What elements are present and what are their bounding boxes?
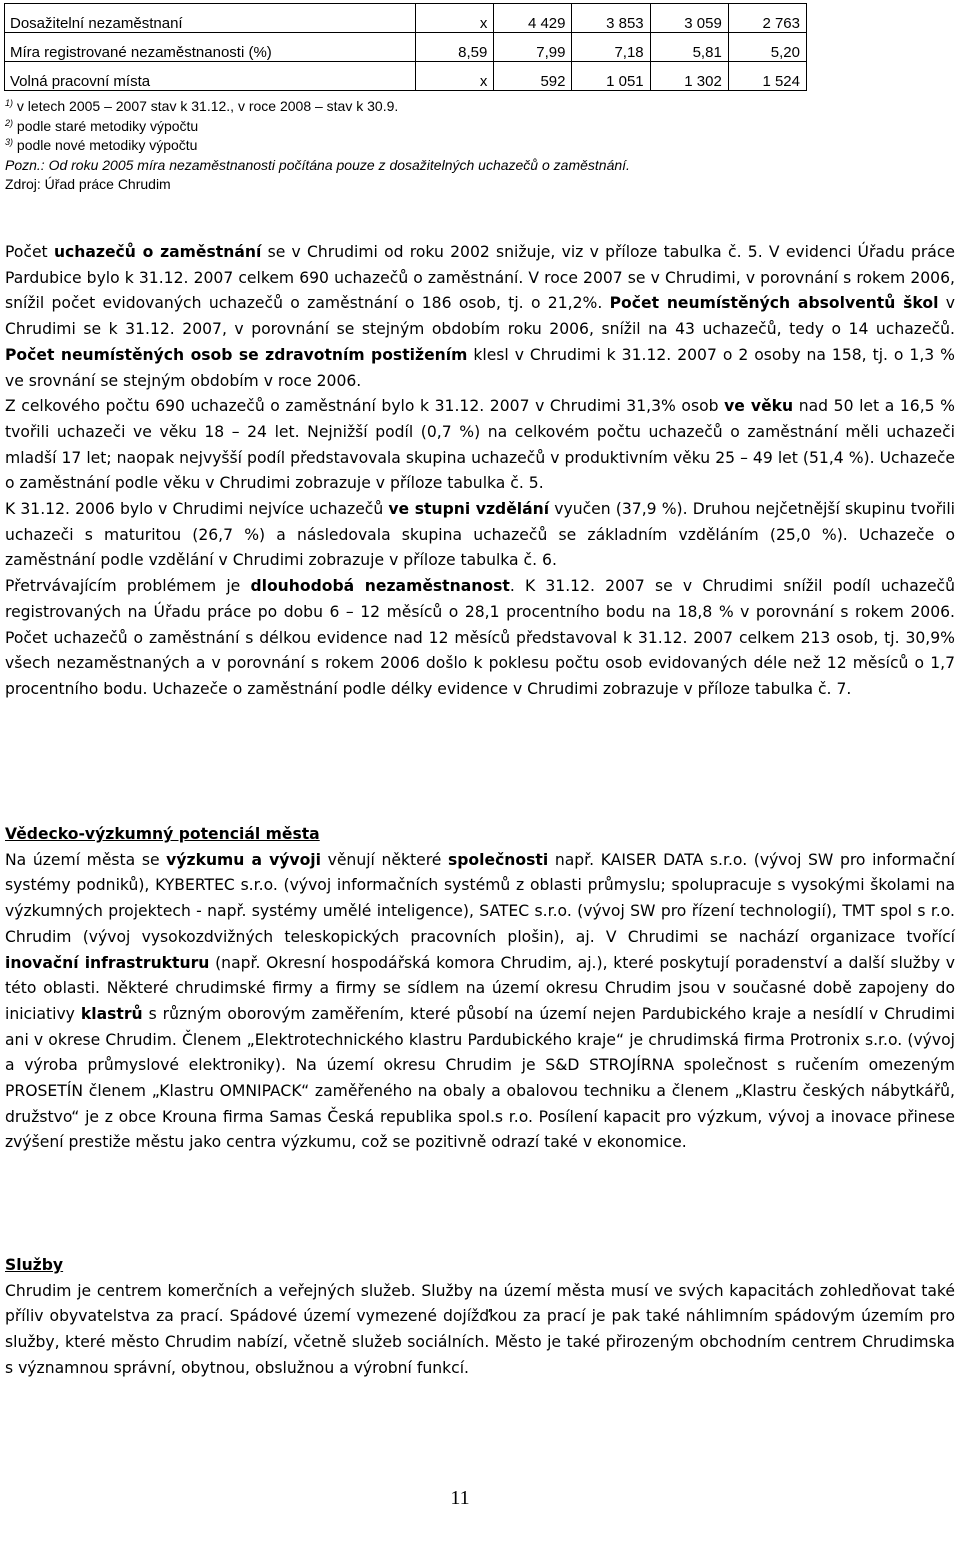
note-pozn: Pozn.: Od roku 2005 míra nezaměstnanosti počítána pouze z dosažitelných uchazečů o zaměstnání. [5, 156, 630, 173]
row-label: Volná pracovní místa [5, 62, 416, 91]
page-number: 11 [450, 1487, 470, 1509]
unemployment-table [4, 3, 807, 91]
table-row [5, 33, 807, 62]
table-cell: 1 302 [650, 62, 728, 91]
table-cell: 5,20 [728, 33, 806, 62]
table-cell: x [416, 4, 494, 33]
footnote-2: $^{2)}$ podle staré metodiky výpočtu [5, 117, 199, 134]
section-heading-services: Služby [5, 1256, 64, 1274]
footnote-1: $^{1)}$ v letech 2005 – 2007 stav k 31.12., v roce 2008 – stav k 30.9. [5, 98, 399, 114]
table-cell: 2 763 [728, 4, 806, 33]
paragraph-research: Na území města se výzkumu a vývoji věnují některé společnosti např. KAISER DATA s.r.o. (vývoj SW pro informační systémy podniků), KYBERTEC s.r.o. (vývoj informačních systémů z oblasti průmyslu; spolupracuje s vysokými školami na výzkumných projektech - např. systémy umělé inteligence), SATEC s.r.o. (vývoj SW pro řízení technologií), TMT spol s r.o. Chrudim (vývoj vysokozdvižných teleskopických pracovních plošin), aj. V Chrudimi se nachází organizace tvořící inovační infrastrukturu (např. Okresní hospodářská komora Chrudim, aj.), které poskytují poradenství a další služby v této oblasti. Některé chrudimské firmy a firmy se sídlem na území okresu Chrudim jsou v současné době zapojeny do iniciativy klastrů s různým oborovým zaměřením, které působí na území nejen Pardubického kraje a nesídlí v Chrudimi ani v okrese Chrudim. Členem „Elektrotechnického klastru Pardubického kraje“ je chrudimská firma Protronix s.r.o. (vývoj a výroba průmyslové elektroniky). Na území okresu Chrudim je S&D STROJÍRNA společnost s ručením omezeným PROSETÍN členem „Klastru OMNIPACK“ zaměřeného na obaly a obalovou techniku a členem „Klastru českých nábytkářů, družstvo“ je z obce Krouna firma Samas Česká republika spol.s r.o. Posílení kapacit pro výzkum, vývoj a inovace přinese zvýšení prestiže městu jako centra výzkumu, což se pozitivně odrazí také v ekonomice. [5, 850, 956, 1152]
table-cell: 7,99 [494, 33, 572, 62]
row-label: Míra registrované nezaměstnanosti (%) [5, 33, 416, 62]
table-cell: 5,81 [650, 33, 728, 62]
table-cell: x [416, 62, 494, 91]
body-text [5, 240, 955, 703]
table-cell: 3 853 [572, 4, 650, 33]
paragraph-services: Chrudim je centrem komerčních a veřejných služeb. Služby na území města musí ve svých kapacitách zohledňovat také příliv obyvatelstva za prací. Spádové území vymezené dojížďkou za prací je pak také náhlimním spádovým územím pro služby, které město Chrudim nabízí, včetně služeb sociálních. Město je také přirozeným obchodním centrem Chrudimska s významnou správní, obytnou, obslužnou a výrobní funkcí. [5, 1281, 955, 1377]
table-cell: 3 059 [650, 4, 728, 33]
paragraph-education: K 31.12. 2006 bylo v Chrudimi nejvíce uchazečů ve stupni vzdělání vyučen (37,9 %). Druhou nejčetnější skupinu tvořili uchazeči s maturitou (26,7 %) a následovala skupina uchazečů se základním vzděláním (25,0 %). Uchazeče o zaměstnání podle vzdělání v Chrudimi zobrazuje v příloze tabulka č. 6. [5, 500, 955, 570]
paragraph-applicants: Počet uchazečů o zaměstnání se v Chrudimi od roku 2002 snižuje, viz v příloze tabulka č. 5. V evidenci Úřadu práce Pardubice bylo k 31.12. 2007 celkem 690 uchazečů o zaměstnání. V roce 2007 se v Chrudimi, v porovnání s rokem 2006, snížil počet evidovaných uchazečů o zaměstnání o 186 osob, tj. o 21,2%. Počet neumístěných absolventů škol v Chrudimi se k 31.12. 2007, v porovnání se stejným obdobím roku 2006, snížil na 43 uchazečů, tedy o 14 uchazečů. Počet neumístěných osob se zdravotním postižením klesl v Chrudimi k 31.12. 2007 o 2 osoby na 158, tj. o 1,3 % ve srovnání se stejným obdobím v roce 2006. [5, 243, 956, 390]
paragraph-age: Z celkového počtu 690 uchazečů o zaměstnání bylo k 31.12. 2007 v Chrudimi 31,3% osob ve věku nad 50 let a 16,5 % tvořili uchazeči ve věku 18 – 24 let. Nejnižší podíl (0,7 %) na celkovém počtu uchazečů o zaměstnání měli uchazeči mladší 17 let; naopak nejvyšší podíl představovala skupina uchazečů v produktivním věku 25 – 49 let (51,4 %). Uchazeče o zaměstnání podle věku v Chrudimi zobrazuje v příloze tabulka č. 5. [5, 397, 955, 493]
footnote-3: $^{3)}$ podle nové metodiky výpočtu [5, 137, 198, 153]
row-label: Dosažitelní nezaměstnaní [5, 4, 416, 33]
table-cell: 1 524 [728, 62, 806, 91]
section-heading-research: Vědecko-výzkumný potenciál města [5, 825, 320, 843]
paragraph-longterm: Přetrvávajícím problémem je dlouhodobá nezaměstnanost. K 31.12. 2007 se v Chrudimi snížil podíl uchazečů registrovaných na Úřadu práce po dobu 6 – 12 měsíců o 28,1 procentního bodu na 18,8 % v porovnání s rokem 2006. Počet uchazečů o zaměstnání s délkou evidence nad 12 měsíců představoval k 31.12. 2007 celkem 213 osob, tj. 30,9% všech nezaměstnaných a v porovnání s rokem 2006 došlo k poklesu počtu osob evidovaných déle než 12 měsíců o 1,7 procentního bodu. Uchazeče o zaměstnání podle délky evidence v Chrudimi zobrazuje v příloze tabulka č. 7. [5, 577, 956, 698]
table-cell: 4 429 [494, 4, 572, 33]
section-services [5, 1253, 955, 1382]
table-cell: 592 [494, 62, 572, 91]
table-cell: 1 051 [572, 62, 650, 91]
table-row [5, 4, 807, 33]
table-cell: 7,18 [572, 33, 650, 62]
table-notes [5, 97, 630, 195]
section-research [5, 822, 955, 1156]
table-cell: 8,59 [416, 33, 494, 62]
table-row [5, 62, 807, 91]
source-note: Zdroj: Úřad práce Chrudim [5, 176, 171, 192]
